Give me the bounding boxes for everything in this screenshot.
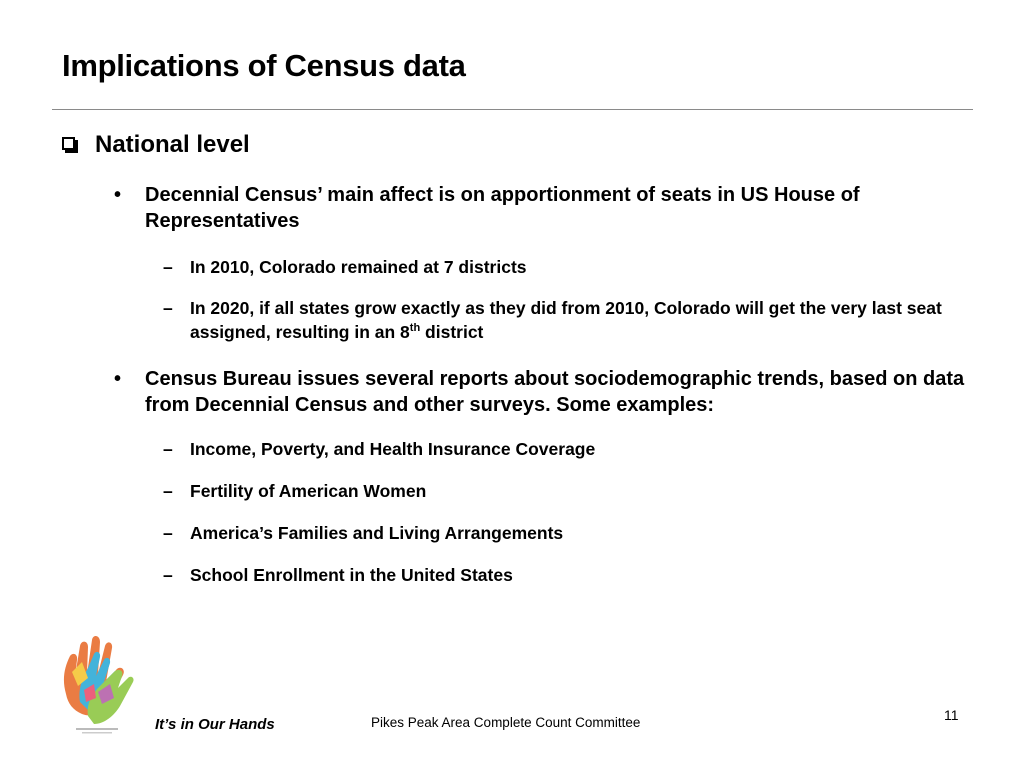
bullet-text: Decennial Census’ main affect is on apportionment of seats in US House of Representatives [145,184,860,232]
sub-bullet-text: America’s Families and Living Arrangements [190,523,564,543]
dash-icon: – [163,565,173,585]
bullet-icon: • [114,368,122,390]
footer-committee: Pikes Peak Area Complete Count Committee [371,715,641,730]
ordinal-suffix: th [409,322,421,335]
page-number: 11 [944,707,959,723]
dash-icon: – [163,523,173,543]
sub-bullet-text: Fertility of American Women [190,481,427,501]
dash-icon: – [163,481,173,501]
sub-bullet-text-main: In 2020, if all states grow exactly as they did from 2010, Colorado will get the very last seat assigned, resulting in an 8 [190,298,942,342]
title-divider [52,109,973,110]
sub-bullet-enrollment [163,563,973,587]
section-heading [62,131,250,159]
bullet-text: Census Bureau issues several reports about sociodemographic trends, based on data from Decennial Census and other surveys. Some examples: [145,368,965,416]
dash-icon: – [163,257,173,277]
slide-title: Implications of Census data [62,48,466,83]
footer-tagline: It’s in Our Hands [155,716,275,733]
sub-bullet-fertility [163,479,973,503]
sub-bullet-income [163,437,973,461]
bullet-icon: • [114,184,122,206]
sub-bullet-text: School Enrollment in the United States [190,565,513,585]
sub-bullet-2010 [163,255,973,279]
sub-bullet-text: Income, Poverty, and Health Insurance Coverage [190,439,596,459]
bullet-census-reports [114,366,974,418]
sub-bullet-text-end: district [420,322,484,342]
sub-bullet-text: In 2010, Colorado remained at 7 districts [190,257,527,277]
dash-icon: – [163,298,173,318]
sub-bullet-2020 [163,296,973,344]
dash-icon: – [163,439,173,459]
checkbox-icon [62,137,75,150]
hands-logo-icon [58,632,138,736]
sub-bullet-text [190,296,973,344]
section-label: National level [95,131,250,158]
sub-bullet-families [163,521,973,545]
bullet-apportionment [114,182,974,234]
